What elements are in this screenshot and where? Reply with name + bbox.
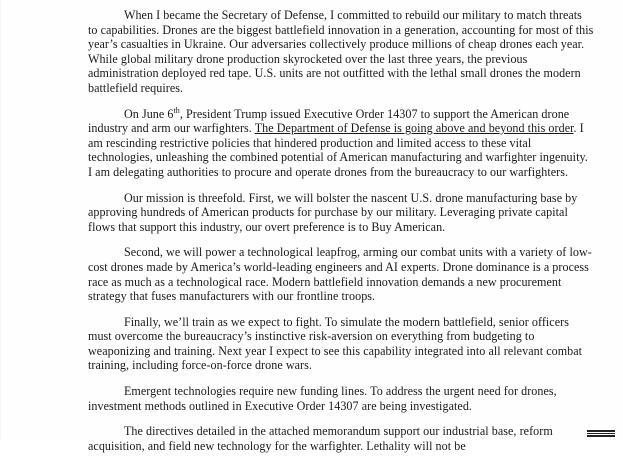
paragraph-funding: Emergent technologies require new funding lines. To address the urgent need for drones, investment methods outlined in Executive Order 14307 are being investigated. xyxy=(88,384,557,413)
paragraph-eo-date-suffix: th xyxy=(173,105,180,115)
paragraph-eo-text: , President Trump issued Executive Order 14307 to support the American drone industry and arm our warfighters. xyxy=(88,106,570,136)
paragraph-training: Finally, we’ll train as we expect to fight. To simulate the modern battlefield, senior officers must overcome the bureaucracy’s instinctive risk-aversion on everything from budgeting to weaponizing and training. Next year I expect to see this capability integrated into all relevant combat training, including force-on-force drone wars. xyxy=(88,314,583,373)
paragraph-mission: Our mission is threefold. First, we will bolster the nascent U.S. drone manufacturing base by approving hundreds of American products for purchase by our military. Leveraging private capital flows that support this industry, our overt preference is to Buy American. xyxy=(88,190,578,234)
paragraph-executive-order xyxy=(88,107,594,180)
paragraph-eo-continuation: . I am rescinding restrictive policies that hindered production and limited access to these vital technologies, unleashing the combined potential of American manufacturing and warfighter ingenuity. I am delegating authorities to procure and operate drones from the bureaucracy to our warfighters. xyxy=(88,121,588,179)
paragraph-eo-underlined-statement: The Department of Defense is going above and beyond this order xyxy=(254,121,574,136)
paragraph-eo-date: On June 6 xyxy=(124,106,174,121)
page-corner-mark xyxy=(587,430,615,440)
paragraph-leapfrog: Second, we will power a technological leapfrog, arming our combat units with a variety of low-cost drones made by America’s world-leading engineers and AI experts. Drone dominance is a process race as much as a technological race. Modern battlefield innovation demands a new procurement strategy that fuses manufacturers with our frontline troops. xyxy=(88,245,592,304)
paragraph-directives: The directives detailed in the attached memorandum support our industrial base, reform acquisition, and field new technology for the warfighter. Lethality will not be xyxy=(88,424,553,453)
paragraph-intro: When I became the Secretary of Defense, I committed to rebuild our military to match threats to capabilities. Drones are the biggest battlefield innovation in a generation, accounting for most of this year’s casualties in Ukraine. Our adversaries collectively produce millions of cheap drones each year. While global military drone production skyrocketed over the last three years, the previous administration deployed red tape. U.S. units are not outfitted with the lethal small drones the modern battlefield requires. xyxy=(88,8,594,95)
memo-body xyxy=(88,8,594,464)
scan-edge-shadow xyxy=(0,0,2,440)
